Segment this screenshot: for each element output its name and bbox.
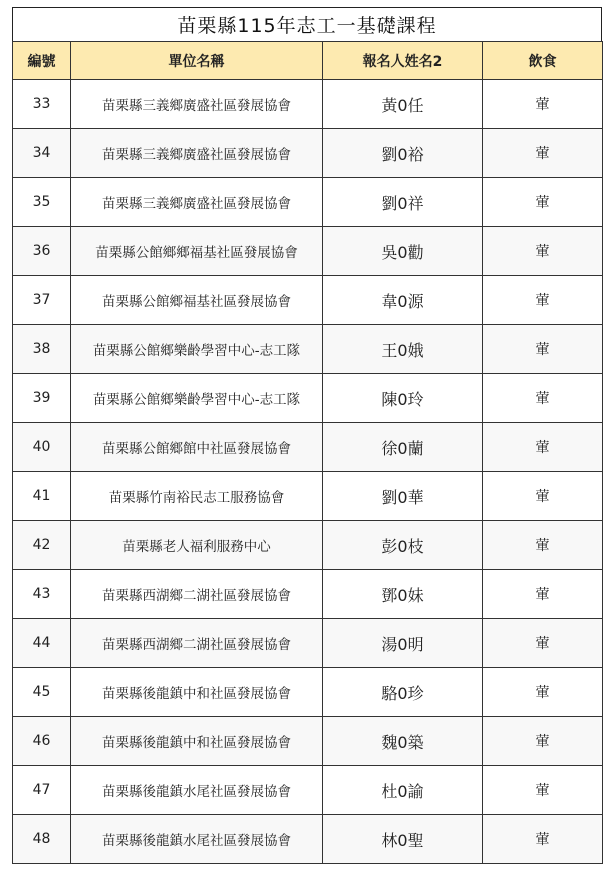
- cell-applicant-name: 劉0華: [323, 472, 483, 521]
- cell-diet: 葷: [483, 815, 603, 864]
- course-roster-sheet: [12, 7, 602, 864]
- cell-organization: 苗栗縣三義鄉廣盛社區發展協會: [71, 80, 323, 129]
- cell-number: 40: [13, 423, 71, 472]
- cell-number: 39: [13, 374, 71, 423]
- table-row: [13, 276, 603, 325]
- cell-diet: 葷: [483, 619, 603, 668]
- cell-number: 44: [13, 619, 71, 668]
- table-row: [13, 766, 603, 815]
- roster-table-body: [13, 80, 603, 864]
- cell-diet: 葷: [483, 374, 603, 423]
- table-header-row: [13, 42, 603, 80]
- cell-diet: 葷: [483, 717, 603, 766]
- cell-diet: 葷: [483, 178, 603, 227]
- cell-diet: 葷: [483, 227, 603, 276]
- cell-diet: 葷: [483, 766, 603, 815]
- cell-organization: 苗栗縣老人福利服務中心: [71, 521, 323, 570]
- cell-number: 37: [13, 276, 71, 325]
- cell-organization: 苗栗縣公館鄉樂齡學習中心-志工隊: [71, 374, 323, 423]
- cell-applicant-name: 吳0勸: [323, 227, 483, 276]
- cell-organization: 苗栗縣後龍鎮水尾社區發展協會: [71, 766, 323, 815]
- table-row: [13, 423, 603, 472]
- cell-diet: 葷: [483, 129, 603, 178]
- cell-number: 33: [13, 80, 71, 129]
- cell-number: 48: [13, 815, 71, 864]
- cell-organization: 苗栗縣後龍鎮水尾社區發展協會: [71, 815, 323, 864]
- column-header-organization: 單位名稱: [71, 42, 323, 80]
- cell-diet: 葷: [483, 472, 603, 521]
- cell-applicant-name: 劉0祥: [323, 178, 483, 227]
- cell-applicant-name: 杜0諭: [323, 766, 483, 815]
- table-row: [13, 374, 603, 423]
- cell-organization: 苗栗縣後龍鎮中和社區發展協會: [71, 717, 323, 766]
- table-row: [13, 80, 603, 129]
- cell-organization: 苗栗縣竹南裕民志工服務協會: [71, 472, 323, 521]
- cell-organization: 苗栗縣公館鄉鄉福基社區發展協會: [71, 227, 323, 276]
- column-header-diet: 飲食: [483, 42, 603, 80]
- table-row: [13, 227, 603, 276]
- table-row: [13, 570, 603, 619]
- cell-number: 43: [13, 570, 71, 619]
- cell-number: 35: [13, 178, 71, 227]
- cell-number: 34: [13, 129, 71, 178]
- cell-organization: 苗栗縣西湖鄉二湖社區發展協會: [71, 570, 323, 619]
- table-row: [13, 521, 603, 570]
- table-row: [13, 178, 603, 227]
- cell-diet: 葷: [483, 423, 603, 472]
- page-title: 苗栗縣115年志工一基礎課程: [12, 7, 602, 41]
- table-row: [13, 619, 603, 668]
- cell-organization: 苗栗縣西湖鄉二湖社區發展協會: [71, 619, 323, 668]
- table-row: [13, 668, 603, 717]
- cell-number: 47: [13, 766, 71, 815]
- cell-diet: 葷: [483, 570, 603, 619]
- cell-applicant-name: 鄧0妹: [323, 570, 483, 619]
- cell-applicant-name: 湯0明: [323, 619, 483, 668]
- cell-applicant-name: 魏0築: [323, 717, 483, 766]
- cell-applicant-name: 彭0枝: [323, 521, 483, 570]
- cell-diet: 葷: [483, 276, 603, 325]
- cell-organization: 苗栗縣公館鄉樂齡學習中心-志工隊: [71, 325, 323, 374]
- table-row: [13, 129, 603, 178]
- cell-applicant-name: 林0聖: [323, 815, 483, 864]
- cell-applicant-name: 陳0玲: [323, 374, 483, 423]
- cell-number: 42: [13, 521, 71, 570]
- cell-organization: 苗栗縣後龍鎮中和社區發展協會: [71, 668, 323, 717]
- cell-applicant-name: 駱0珍: [323, 668, 483, 717]
- cell-diet: 葷: [483, 325, 603, 374]
- table-row: [13, 815, 603, 864]
- table-row: [13, 472, 603, 521]
- table-row: [13, 325, 603, 374]
- cell-applicant-name: 劉0裕: [323, 129, 483, 178]
- cell-organization: 苗栗縣三義鄉廣盛社區發展協會: [71, 178, 323, 227]
- column-header-applicant-name: 報名人姓名2: [323, 42, 483, 80]
- cell-number: 38: [13, 325, 71, 374]
- cell-number: 46: [13, 717, 71, 766]
- cell-applicant-name: 王0娥: [323, 325, 483, 374]
- cell-diet: 葷: [483, 668, 603, 717]
- cell-applicant-name: 徐0蘭: [323, 423, 483, 472]
- roster-table: [12, 41, 603, 864]
- cell-organization: 苗栗縣公館鄉館中社區發展協會: [71, 423, 323, 472]
- column-header-number: 編號: [13, 42, 71, 80]
- cell-number: 41: [13, 472, 71, 521]
- cell-number: 45: [13, 668, 71, 717]
- cell-organization: 苗栗縣公館鄉福基社區發展協會: [71, 276, 323, 325]
- cell-applicant-name: 黃0任: [323, 80, 483, 129]
- cell-applicant-name: 韋0源: [323, 276, 483, 325]
- cell-diet: 葷: [483, 521, 603, 570]
- cell-organization: 苗栗縣三義鄉廣盛社區發展協會: [71, 129, 323, 178]
- cell-number: 36: [13, 227, 71, 276]
- table-row: [13, 717, 603, 766]
- cell-diet: 葷: [483, 80, 603, 129]
